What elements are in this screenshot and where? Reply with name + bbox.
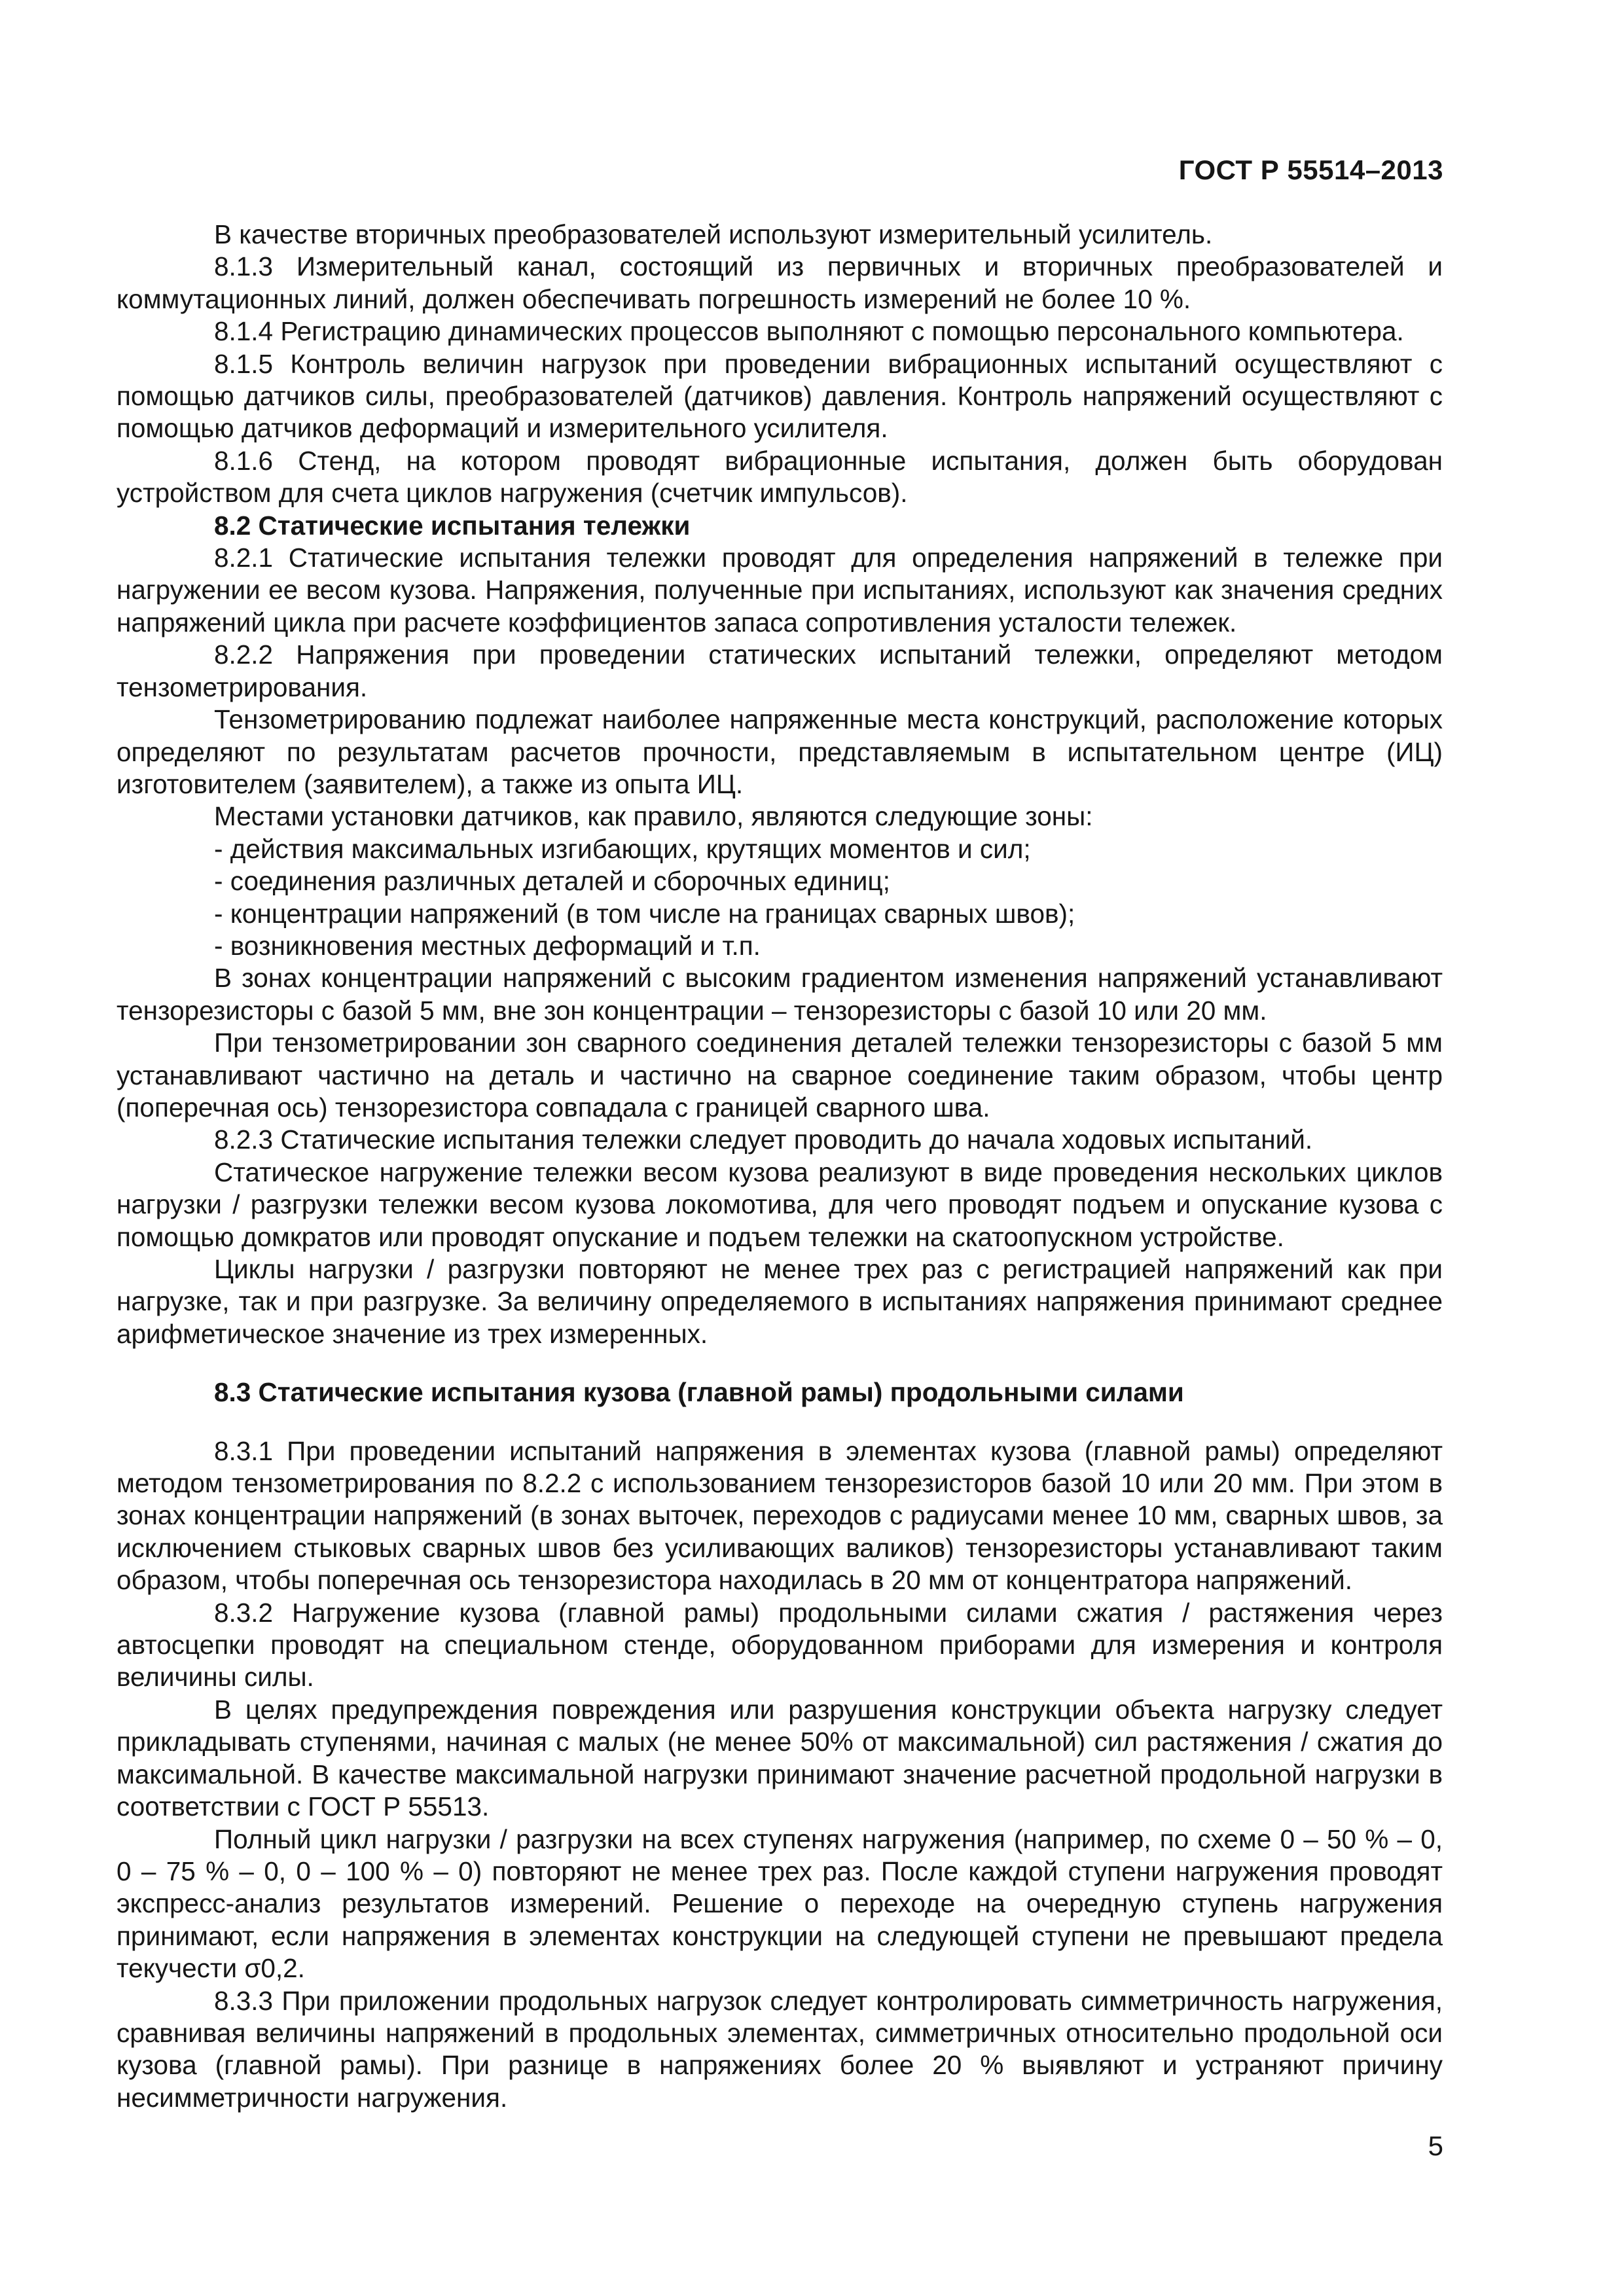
section-heading-8-2: 8.2 Статические испытания тележки [214, 510, 691, 541]
paragraph-8-3-2: 8.3.2 Нагружение кузова (главной рамы) продольными силами сжатия / растяжения через автосцепки проводят на специальном стенде, оборудованном приборами для измерения и контроля величины силы. [117, 1597, 1443, 1693]
paragraph-8-2-3: 8.2.3 Статические испытания тележки следует проводить до начала ходовых испытаний. [214, 1124, 1313, 1155]
paragraph: Полный цикл нагрузки / разгрузки на всех ступенях нагружения (например, по схеме 0 – 50 % – 0, 0 – 75 % – 0, 0 – 100 % – 0) повторяют не менее трех раз. После каждой ступени нагружения проводят экспресс-анализ результатов измерений. Решение о переходе на очередную ступень нагружения принимают, если напряжения в элементах конструкции на следующей ступени не превышают предела текучести σ0,2. [117, 1823, 1443, 1984]
paragraph: В целях предупреждения повреждения или разрушения конструкции объекта нагрузку следует прикладывать ступенями, начиная с малых (не менее 50% от максимальной) сил растяжения / сжатия до максимальной. В качестве максимальной нагрузки принимают значение расчетной продольной нагрузки в соответствии с ГОСТ Р 55513. [117, 1694, 1443, 1822]
paragraph-8-1-3: 8.1.3 Измерительный канал, состоящий из первичных и вторичных преобразователей и коммутационных линий, должен обеспечивать погрешность измерений не более 10 %. [117, 251, 1443, 314]
paragraph-8-3-1: 8.3.1 При проведении испытаний напряжения в элементах кузова (главной рамы) определяют методом тензометрирования по 8.2.2 с использованием тензорезисторов базой 10 или 20 мм. При этом в зонах концентрации напряжений (в зонах выточек, переходов с радиусами менее 10 мм, сварных швов, за исключением стыковых сварных швов без усиливающих валиков) тензорезисторы устанавливают таким образом, чтобы поперечная ось тензорезистора находилась в 20 мм от концентратора напряжений. [117, 1435, 1443, 1596]
paragraph: Циклы нагрузки / разгрузки повторяют не менее трех раз с регистрацией напряжений как при нагрузке, так и при разгрузке. За величину определяемого в испытаниях напряжения принимают среднее арифметическое значение из трех измеренных. [117, 1254, 1443, 1349]
list-item: - соединения различных деталей и сборочных единиц; [214, 866, 890, 897]
list-item: - возникновения местных деформаций и т.п. [214, 930, 761, 961]
paragraph: При тензометрировании зон сварного соединения деталей тележки тензорезисторы с базой 5 мм устанавливают частично на деталь и частично на сварное соединение таким образом, чтобы центр (поперечная ось) тензорезистора совпадала с границей сварного шва. [117, 1028, 1443, 1122]
section-heading-8-3: 8.3 Статические испытания кузова (главной рамы) продольными силами [214, 1377, 1184, 1408]
paragraph-8-3-3: 8.3.3 При приложении продольных нагрузок следует контролировать симметричность нагружения, сравнивая величины напряжений в продольных элементах, симметричных относительно продольной оси кузова (главной рамы). При разнице в напряжениях более 20 % выявляют и устраняют причину несимметричности нагружения. [117, 1985, 1443, 2113]
document-code-header: ГОСТ Р 55514–2013 [1178, 154, 1443, 185]
paragraph-8-1-5: 8.1.5 Контроль величин нагрузок при проведении вибрационных испытаний осуществляют с помощью датчиков силы, преобразователей (датчиков) давления. Контроль напряжений осуществляют с помощью датчиков деформаций и измерительного усилителя. [117, 348, 1443, 444]
paragraph: В зонах концентрации напряжений с высоким градиентом изменения напряжений устанавливают тензорезисторы с базой 5 мм, вне зон концентрации – тензорезисторы с базой 10 или 20 мм. [117, 963, 1443, 1026]
paragraph: В качестве вторичных преобразователей используют измерительный усилитель. [214, 219, 1213, 249]
paragraph: Местами установки датчиков, как правило, являются следующие зоны: [214, 801, 1093, 832]
paragraph: Статическое нагружение тележки весом кузова реализуют в виде проведения нескольких циклов нагрузки / разгрузки тележки весом кузова локомотива, для чего проводят подъем и опускание кузова с помощью домкратов или проводят опускание и подъем тележки на скатоопускном устройстве. [117, 1157, 1443, 1252]
paragraph-8-1-4: 8.1.4 Регистрацию динамических процессов выполняют с помощью персонального компьютера. [214, 316, 1404, 347]
list-item: - действия максимальных изгибающих, крутящих моментов и сил; [214, 833, 1031, 864]
paragraph-8-2-1: 8.2.1 Статические испытания тележки проводят для определения напряжений в тележке при нагружении ее весом кузова. Напряжения, полученные при испытаниях, используют как значения средних напряжений цикла при расчете коэффициентов запаса сопротивления усталости тележек. [117, 543, 1443, 637]
list-item: - концентрации напряжений (в том числе на границах сварных швов); [214, 898, 1075, 929]
page-number: 5 [1428, 2130, 1443, 2161]
paragraph-8-2-2: 8.2.2 Напряжения при проведении статических испытаний тележки, определяют методом тензометрирования. [117, 639, 1443, 702]
paragraph: Тензометрированию подлежат наиболее напряженные места конструкций, расположение которых определяют по результатам расчетов прочности, представляемым в испытательном центре (ИЦ) изготовителем (заявителем), а также из опыта ИЦ. [117, 704, 1443, 799]
document-body [117, 219, 1443, 2114]
paragraph-8-1-6: 8.1.6 Стенд, на котором проводят вибрационные испытания, должен быть оборудован устройством для счета циклов нагружения (счетчик импульсов). [117, 445, 1443, 509]
